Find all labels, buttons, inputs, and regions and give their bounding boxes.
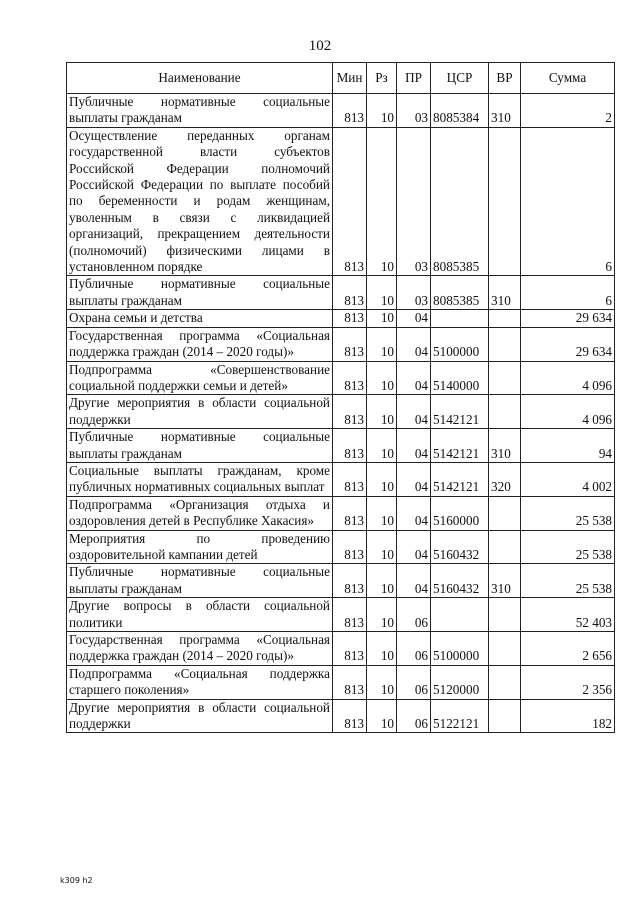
cell-vr — [489, 699, 521, 733]
cell-pr: 04 — [397, 462, 431, 496]
cell-sum: 4 096 — [521, 395, 615, 429]
cell-name: Публичные нормативные социальные выплаты гражданам — [67, 94, 333, 128]
cell-sum: 2 656 — [521, 632, 615, 666]
cell-min: 813 — [333, 429, 367, 463]
cell-rz: 10 — [367, 530, 397, 564]
cell-csr: 5122121 — [431, 699, 489, 733]
cell-name: Осуществление переданных органам государственной власти субъектов Российской Федерации полномочий Российской Федерации по выплате пособий по беременности и родам женщинам, уволенным в связи с ликвидацией организаций, прекращением деятельности (полномочий) физическими лицами в установленном порядке — [67, 127, 333, 276]
table-row — [67, 462, 615, 496]
cell-csr: 8085385 — [431, 127, 489, 276]
cell-vr — [489, 530, 521, 564]
cell-vr — [489, 496, 521, 530]
table-row — [67, 127, 615, 276]
cell-rz: 10 — [367, 310, 397, 327]
cell-name: Подпрограмма «Совершенствование социальной поддержки семьи и детей» — [67, 361, 333, 395]
cell-min: 813 — [333, 94, 367, 128]
cell-csr: 5142121 — [431, 395, 489, 429]
table-row — [67, 564, 615, 598]
cell-csr: 5140000 — [431, 361, 489, 395]
table-body — [67, 94, 615, 733]
cell-csr: 5160432 — [431, 530, 489, 564]
cell-csr: 8085384 — [431, 94, 489, 128]
cell-vr: 320 — [489, 462, 521, 496]
header-row — [67, 63, 615, 94]
cell-vr — [489, 598, 521, 632]
col-header-min: Мин — [333, 63, 367, 94]
cell-vr — [489, 665, 521, 699]
table-row — [67, 632, 615, 666]
cell-sum: 25 538 — [521, 530, 615, 564]
cell-vr: 310 — [489, 429, 521, 463]
cell-name: Социальные выплаты гражданам, кроме публичных нормативных социальных выплат — [67, 462, 333, 496]
cell-csr: 5160000 — [431, 496, 489, 530]
footer-code: k309 h2 — [60, 876, 93, 885]
cell-rz: 10 — [367, 94, 397, 128]
cell-rz: 10 — [367, 564, 397, 598]
cell-pr: 04 — [397, 361, 431, 395]
cell-vr — [489, 361, 521, 395]
cell-min: 813 — [333, 327, 367, 361]
cell-name: Публичные нормативные социальные выплаты гражданам — [67, 429, 333, 463]
table-row — [67, 429, 615, 463]
cell-csr: 5160432 — [431, 564, 489, 598]
cell-name: Другие мероприятия в области социальной поддержки — [67, 699, 333, 733]
cell-pr: 04 — [397, 310, 431, 327]
table-row — [67, 395, 615, 429]
cell-rz: 10 — [367, 395, 397, 429]
cell-min: 813 — [333, 699, 367, 733]
cell-sum: 6 — [521, 276, 615, 310]
cell-sum: 2 356 — [521, 665, 615, 699]
table-row — [67, 665, 615, 699]
cell-min: 813 — [333, 395, 367, 429]
cell-name: Другие мероприятия в области социальной поддержки — [67, 395, 333, 429]
col-header-vr: ВР — [489, 63, 521, 94]
cell-sum: 4 002 — [521, 462, 615, 496]
cell-csr — [431, 310, 489, 327]
cell-rz: 10 — [367, 462, 397, 496]
cell-rz: 10 — [367, 699, 397, 733]
table-row — [67, 276, 615, 310]
cell-rz: 10 — [367, 598, 397, 632]
cell-sum: 4 096 — [521, 361, 615, 395]
cell-pr: 04 — [397, 395, 431, 429]
cell-vr — [489, 395, 521, 429]
cell-sum: 25 538 — [521, 496, 615, 530]
table-row — [67, 94, 615, 128]
cell-name: Государственная программа «Социальная поддержка граждан (2014 – 2020 годы)» — [67, 327, 333, 361]
cell-min: 813 — [333, 598, 367, 632]
cell-sum: 25 538 — [521, 564, 615, 598]
cell-min: 813 — [333, 496, 367, 530]
table-row — [67, 496, 615, 530]
table-row — [67, 361, 615, 395]
table-header — [67, 63, 615, 94]
cell-csr: 5100000 — [431, 327, 489, 361]
cell-name: Подпрограмма «Организация отдыха и оздоровления детей в Республике Хакасия» — [67, 496, 333, 530]
table-row — [67, 310, 615, 327]
cell-min: 813 — [333, 632, 367, 666]
table-row — [67, 327, 615, 361]
cell-vr — [489, 127, 521, 276]
page-number: 102 — [308, 38, 332, 54]
cell-csr: 8085385 — [431, 276, 489, 310]
cell-csr: 5142121 — [431, 429, 489, 463]
cell-pr: 03 — [397, 127, 431, 276]
cell-min: 813 — [333, 530, 367, 564]
cell-sum: 2 — [521, 94, 615, 128]
cell-vr — [489, 310, 521, 327]
cell-sum: 94 — [521, 429, 615, 463]
cell-vr — [489, 327, 521, 361]
cell-sum: 29 634 — [521, 327, 615, 361]
cell-rz: 10 — [367, 361, 397, 395]
cell-csr: 5142121 — [431, 462, 489, 496]
cell-vr: 310 — [489, 564, 521, 598]
cell-sum: 52 403 — [521, 598, 615, 632]
cell-pr: 06 — [397, 598, 431, 632]
cell-pr: 04 — [397, 564, 431, 598]
cell-pr: 04 — [397, 327, 431, 361]
col-header-sum: Сумма — [521, 63, 615, 94]
cell-sum: 182 — [521, 699, 615, 733]
cell-name: Мероприятия по проведению оздоровительной кампании детей — [67, 530, 333, 564]
cell-rz: 10 — [367, 665, 397, 699]
col-header-rz: Рз — [367, 63, 397, 94]
cell-pr: 03 — [397, 276, 431, 310]
table-row — [67, 699, 615, 733]
budget-table — [66, 62, 615, 733]
cell-min: 813 — [333, 564, 367, 598]
cell-rz: 10 — [367, 127, 397, 276]
cell-pr: 03 — [397, 94, 431, 128]
cell-rz: 10 — [367, 496, 397, 530]
cell-name: Другие вопросы в области социальной политики — [67, 598, 333, 632]
cell-name: Публичные нормативные социальные выплаты гражданам — [67, 276, 333, 310]
cell-name: Охрана семьи и детства — [67, 310, 333, 327]
cell-name: Государственная программа «Социальная поддержка граждан (2014 – 2020 годы)» — [67, 632, 333, 666]
cell-min: 813 — [333, 361, 367, 395]
cell-csr: 5100000 — [431, 632, 489, 666]
cell-min: 813 — [333, 462, 367, 496]
cell-rz: 10 — [367, 429, 397, 463]
cell-rz: 10 — [367, 632, 397, 666]
table-row — [67, 530, 615, 564]
cell-pr: 04 — [397, 496, 431, 530]
cell-min: 813 — [333, 127, 367, 276]
cell-min: 813 — [333, 310, 367, 327]
col-header-pr: ПР — [397, 63, 431, 94]
col-header-name: Наименование — [67, 63, 333, 94]
cell-pr: 06 — [397, 632, 431, 666]
cell-csr — [431, 598, 489, 632]
cell-sum: 29 634 — [521, 310, 615, 327]
cell-vr: 310 — [489, 94, 521, 128]
cell-name: Публичные нормативные социальные выплаты гражданам — [67, 564, 333, 598]
cell-pr: 04 — [397, 429, 431, 463]
cell-csr: 5120000 — [431, 665, 489, 699]
cell-pr: 04 — [397, 530, 431, 564]
cell-pr: 06 — [397, 699, 431, 733]
cell-sum: 6 — [521, 127, 615, 276]
cell-rz: 10 — [367, 327, 397, 361]
cell-vr — [489, 632, 521, 666]
cell-vr: 310 — [489, 276, 521, 310]
col-header-csr: ЦСР — [431, 63, 489, 94]
cell-min: 813 — [333, 665, 367, 699]
cell-name: Подпрограмма «Социальная поддержка старшего поколения» — [67, 665, 333, 699]
cell-min: 813 — [333, 276, 367, 310]
table-row — [67, 598, 615, 632]
cell-pr: 06 — [397, 665, 431, 699]
cell-rz: 10 — [367, 276, 397, 310]
